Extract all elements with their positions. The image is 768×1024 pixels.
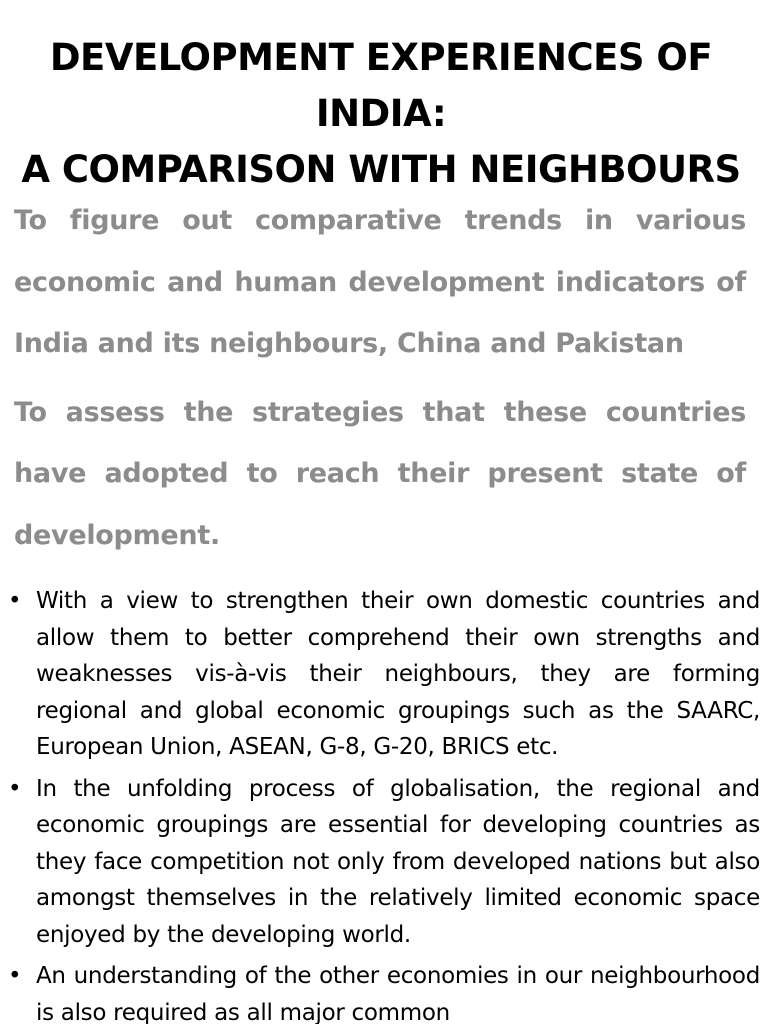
bullet-text: In the unfolding process of globalisation, the regional and economic groupings are essential for developing countries as they face competition not only from developed nations but also amongst themselves in the relatively limited economic space enjoyed by the developing world. [36,775,760,948]
title-line-3: A COMPARISON WITH NEIGHBOURS [21,148,741,191]
bullet-text: An understanding of the other economies in our neighbourhood is also required as all major common [36,963,760,1024]
objective-1: To figure out comparative trends in various economic and human development indicators of India and its neighbours, China and Pakistan [14,205,746,359]
bullet-dot-icon: • [8,775,22,802]
bullet-item-regional-groupings [6,583,760,766]
title-line-1: DEVELOPMENT EXPERIENCES OF [49,36,713,79]
bullet-item-neighbourhood [6,958,760,1024]
slide-title [14,30,748,198]
bullet-list [6,583,760,1024]
objectives-block [14,190,746,566]
objective-2: To assess the strategies that these countries have adopted to reach their present state of development. [14,396,746,551]
bullet-item-globalisation [6,771,760,954]
bullet-text: With a view to strengthen their own domestic countries and allow them to better comprehend their own strengths and weaknesses vis-à-vis their neighbours, they are forming regional and global economic groupings such as the SAARC, European Union, ASEAN, G-8, G-20, BRICS etc. [36,588,760,760]
bullet-dot-icon: • [8,963,22,989]
title-line-2: INDIA: [315,92,447,135]
bullet-dot-icon: • [8,588,22,614]
